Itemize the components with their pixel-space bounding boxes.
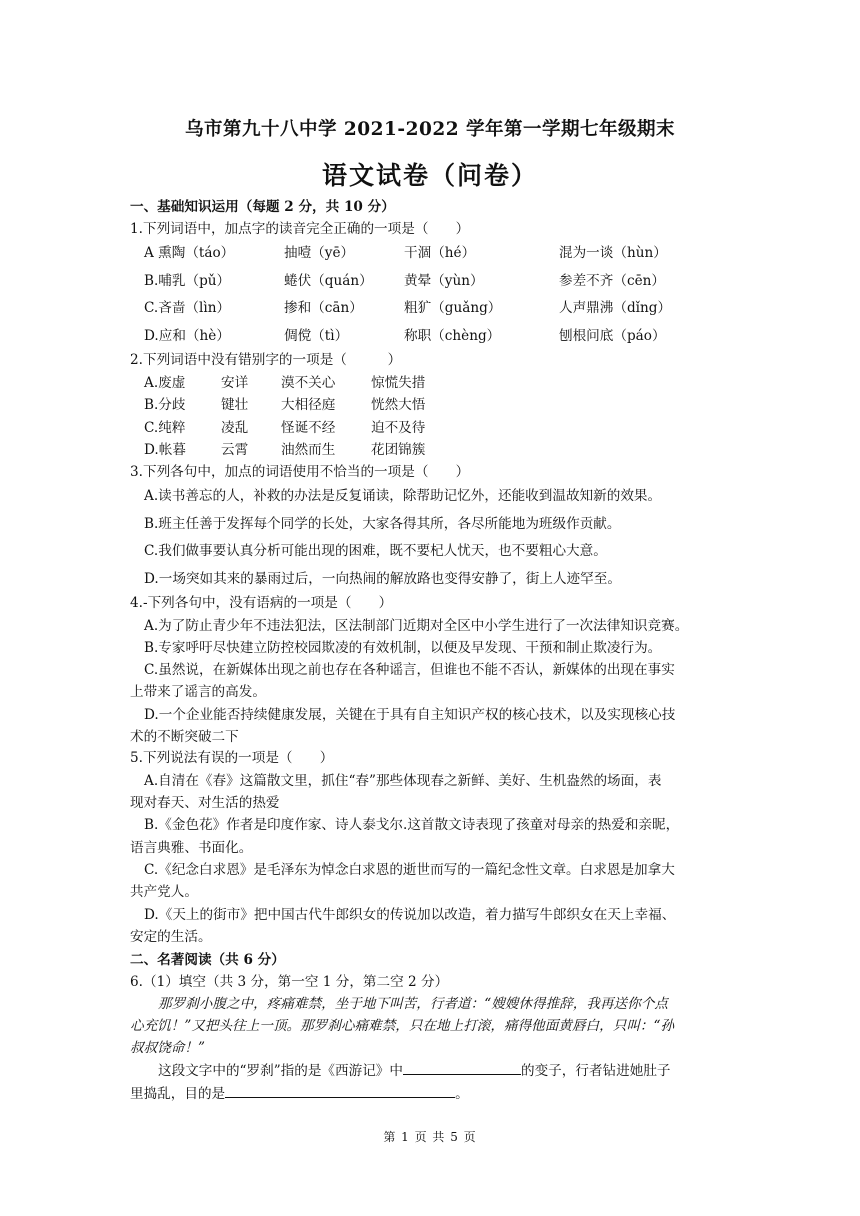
q5-option-b-cont: 语言典雅、书面化。: [130, 839, 253, 856]
q3-option-c: C.我们做事要认真分析可能出现的困难，既不要杞人忧天，也不要粗心大意。: [144, 543, 607, 559]
q1-cell: A 熏陶（táo）: [144, 245, 235, 261]
q4-option-d-cont: 术的不断突破二下: [130, 728, 239, 745]
q6-fill-line-2: [130, 1083, 740, 1105]
exam-title: 语文试卷（问卷）: [321, 161, 538, 190]
section2-heading: 二、名著阅读（共 6 分）: [130, 952, 285, 969]
q6-passage-line: 那罗刹小腹之中，疼痛难禁，坐于地下叫苦，行者道：“嫂嫂休得推辞，我再送你个点: [158, 996, 668, 1013]
q4-option-c-cont: 上带来了谣言的高发。: [130, 684, 266, 701]
page-footer: 第 1 页 共 5 页: [383, 1130, 477, 1144]
q5-option-b: B.《金色花》作者是印度作家、诗人泰戈尔.这首散文诗表现了孩童对母亲的热爱和亲昵，: [144, 817, 680, 834]
q6-passage-line: 叔叔饶命！”: [130, 1040, 205, 1057]
q2-cell: 惊慌失措: [371, 374, 426, 391]
exam-content: [130, 195, 740, 1105]
q2-cell: 安详: [221, 374, 249, 391]
q2-cell: 怪诞不经: [281, 419, 336, 436]
q1-cell: 干涸（hé）: [404, 245, 476, 261]
q6-passage-line: 心充饥！”又把头往上一顶。那罗刹心痛难禁，只在地上打滚，痛得他面黄唇白，只叫：“孙: [130, 1018, 675, 1035]
q3-stem: 3.下列各句中，加点的词语使用不恰当的一项是（ ）: [130, 463, 470, 480]
q3-option-b: B.班主任善于发挥每个同学的长处，大家各得其所，各尽所能地为班级作贡献。: [144, 515, 621, 532]
q4-option-b: B.专家呼吁尽快建立防控校园欺凌的有效机制，以便及早发现、干预和制止欺凌行为。: [144, 639, 662, 656]
q2-cell: 大相径庭: [281, 397, 336, 413]
q2-cell: 花团锦簇: [371, 442, 426, 458]
q3-option-d: D.一场突如其来的暴雨过后，一向热闹的解放路也变得安静了，街上人迹罕至。: [144, 570, 621, 587]
q2-cell: 漠不关心: [281, 374, 336, 391]
section1-heading: 一、基础知识运用（每题 2 分，共 10 分）: [130, 199, 395, 215]
q2-cell: 键壮: [221, 397, 249, 413]
q1-cell: 人声鼎沸（dǐng）: [559, 300, 672, 316]
q6-blank-2[interactable]: [225, 1083, 455, 1098]
q1-cell: 混为一谈（hùn）: [559, 245, 667, 261]
q5-option-d: D.《天上的街市》把中国古代牛郎织女的传说加以改造，着力描写牛郎织女在天上幸福、: [144, 906, 676, 923]
q1-options: [130, 240, 740, 350]
q1-cell: 倜傥（tì）: [284, 327, 349, 344]
q6-fill-line: [130, 1059, 740, 1083]
q4-option-d: D.一个企业能否持续健康发展，关键在于具有自主知识产权的核心技术，以及实现核心技: [144, 706, 676, 723]
q2-cell: C.纯粹: [144, 419, 186, 436]
q1-cell: C.吝啬（lìn）: [144, 300, 231, 316]
school-title: 乌市第九十八中学 2021-2022 学年第一学期七年级期末: [184, 119, 676, 140]
q2-cell: D.帐暮: [144, 442, 186, 458]
q6-fill-text: 这段文字中的“罗刹”指的是《西游记》中: [158, 1063, 403, 1080]
q6-fill-text: 里捣乱，目的是: [130, 1086, 226, 1103]
q3-option-a: A.读书善忘的人，补救的办法是反复诵读，除帮助记忆外，还能收到温故知新的效果。: [144, 488, 662, 504]
q2-cell: 迫不及待: [371, 419, 426, 436]
q2-options: [130, 372, 740, 462]
q5-option-a: A.自清在《春》这篇散文里，抓住“春”那些体现春之新鲜、美好、生机盎然的场面，表: [144, 772, 662, 789]
q5-stem: 5.下列说法有误的一项是（ ）: [130, 750, 334, 767]
q2-cell: 凌乱: [221, 419, 249, 436]
q1-cell: 黄晕（yùn）: [404, 272, 484, 289]
q2-stem: 2.下列词语中没有错别字的一项是（ ）: [130, 352, 402, 368]
q1-cell: 抽噎（yē）: [284, 245, 355, 261]
q1-stem: 1.下列词语中，加点字的读音完全正确的一项是（ ）: [130, 220, 470, 237]
q4-option-a: A.为了防止青少年不违法犯法，区法制部门近期对全区中小学生进行了一次法律知识竞赛。: [144, 617, 689, 634]
q2-cell: 油然而生: [281, 442, 336, 458]
q5-option-a-cont: 现对春天、对生活的热爱: [130, 795, 280, 812]
q5-option-c-cont: 共产党人。: [130, 884, 198, 901]
q2-cell: 恍然大悟: [371, 397, 426, 413]
q5-option-c: C.《纪念白求恩》是毛泽东为悼念白求恩的逝世而写的一篇纪念性文章。白求恩是加拿大: [144, 861, 675, 878]
q1-cell: 称职（chèng）: [404, 327, 501, 344]
q2-cell: B.分歧: [144, 397, 186, 413]
q1-cell: D.应和（hè）: [144, 327, 230, 344]
q1-cell: 蜷伏（quán）: [284, 272, 373, 289]
q5-option-d-cont: 安定的生活。: [130, 928, 212, 945]
q2-cell: A.废虚: [144, 374, 186, 391]
q4-option-c: C.虽然说，在新媒体出现之前也存在各种谣言，但谁也不能不否认，新媒体的出现在事实: [144, 662, 675, 679]
q1-cell: B.哺乳（pǔ）: [144, 272, 231, 289]
q1-cell: 刨根问底（páo）: [559, 327, 666, 344]
q6-fill-text: 。: [455, 1086, 469, 1103]
q6-fill-text: 的变子，行者钻进她肚子: [521, 1063, 671, 1080]
q1-cell: 参差不齐（cēn）: [559, 272, 665, 289]
q1-cell: 掺和（cān）: [284, 300, 363, 316]
q2-cell: 云霄: [221, 442, 249, 458]
q6-stem: 6.（1）填空（共 3 分，第一空 1 分，第二空 2 分）: [130, 973, 449, 990]
q4-stem: 4.-下列各句中，没有语病的一项是（ ）: [130, 595, 393, 611]
q1-cell: 粗犷（guǎng）: [404, 300, 502, 316]
q6-blank-1[interactable]: [403, 1060, 521, 1075]
